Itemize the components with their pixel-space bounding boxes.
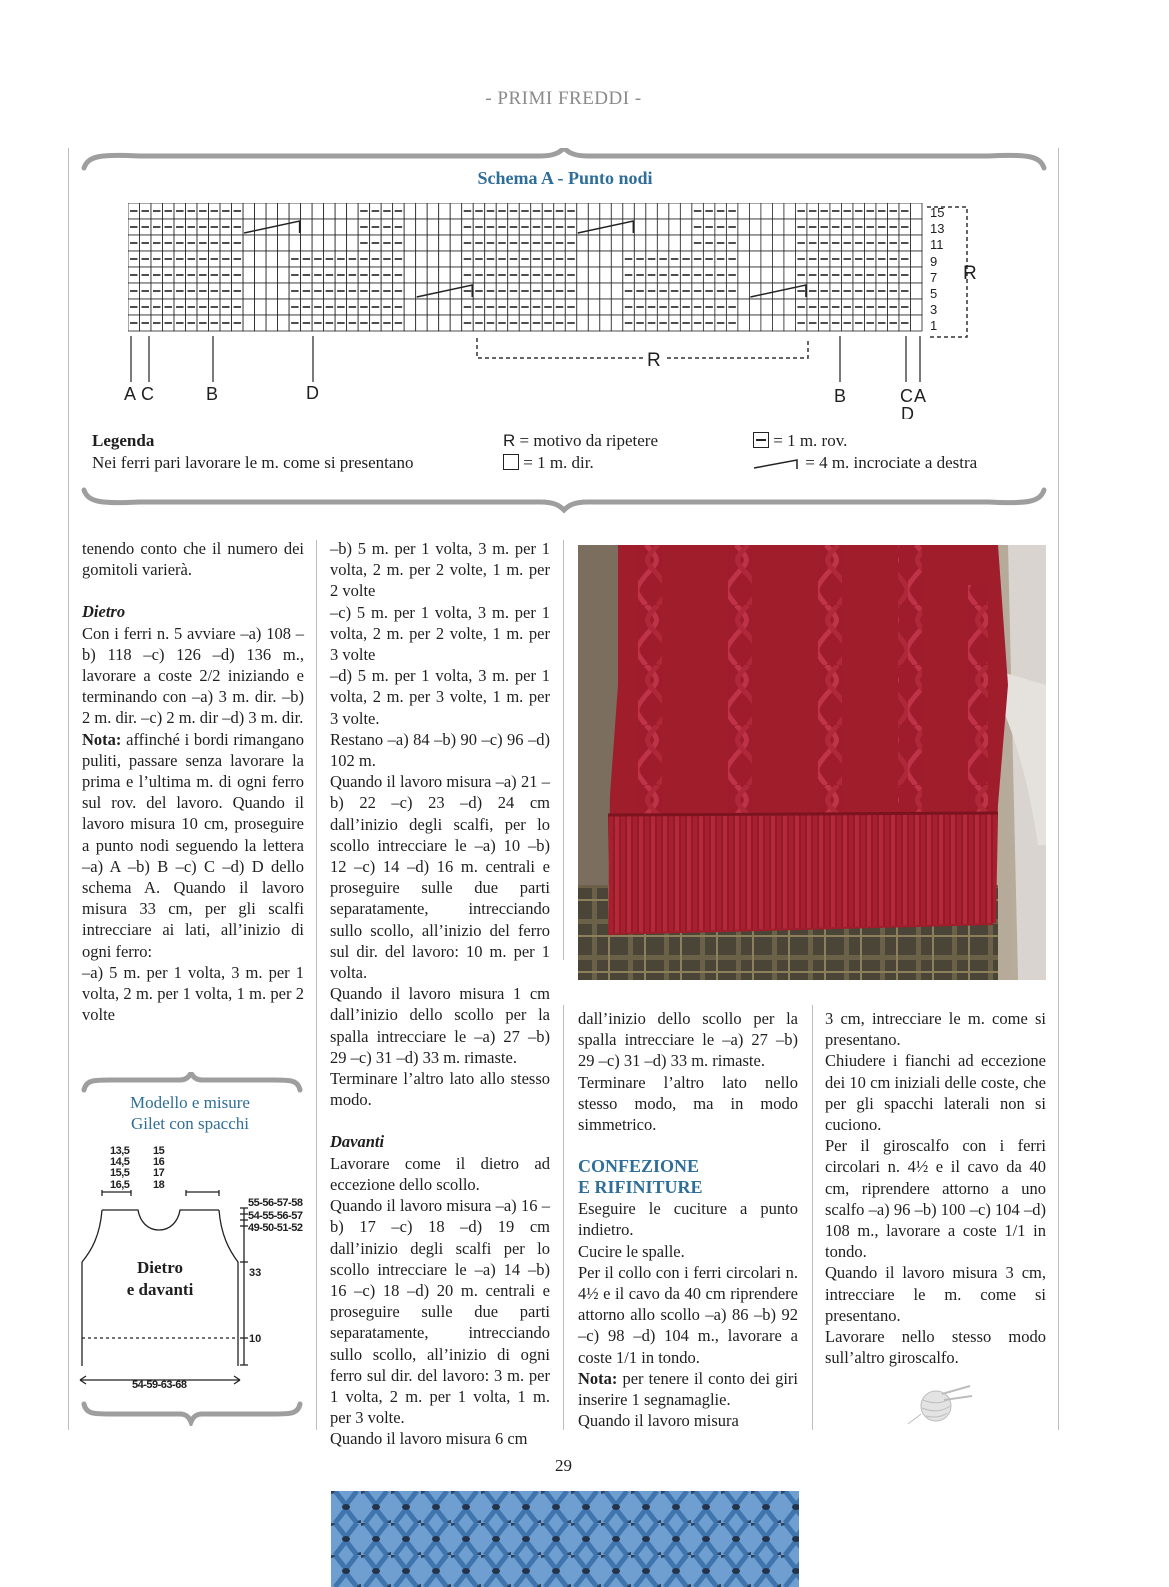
chart-cell xyxy=(312,235,324,251)
chart-cell xyxy=(738,299,750,315)
chart-cell xyxy=(588,283,600,299)
text-column-1 xyxy=(82,538,304,1025)
chart-cell xyxy=(278,251,290,267)
chart-cell xyxy=(657,235,669,251)
paragraph: Eseguire le cuciture a punto indietro. xyxy=(578,1199,798,1240)
paragraph: dall’inizio dello scollo per la spalla intrecciare le –a) 27 –b) 29 –c) 31 –d) 33 m. rimaste. xyxy=(578,1009,798,1071)
paragraph: Quando il lavoro misura 3 cm, intrecciare le m. come si presentano. xyxy=(825,1263,1046,1325)
chart-cell xyxy=(623,203,635,219)
chart-cell xyxy=(243,203,255,219)
chart-cell xyxy=(680,235,692,251)
chart-cell xyxy=(749,219,761,235)
measure-width: 54-59-63-68 xyxy=(132,1379,187,1391)
chart-cell xyxy=(243,235,255,251)
nota-text: per tenere il conto dei giri inserire 1 segnamaglie. xyxy=(578,1368,798,1410)
chart-cell xyxy=(266,315,278,331)
chart-cell xyxy=(404,299,416,315)
chart-cell xyxy=(772,219,784,235)
chart-cell xyxy=(450,219,462,235)
paragraph: Terminare l’altro lato nello stesso modo, ma in modo simmetrico. xyxy=(578,1072,798,1135)
paragraph: Terminare l’altro lato allo stesso modo. xyxy=(330,1069,550,1110)
marker-label-b-left: B xyxy=(206,384,219,404)
chart-cell xyxy=(404,315,416,331)
chart-cell xyxy=(266,299,278,315)
chart-cell xyxy=(266,235,278,251)
chart-cell xyxy=(439,219,451,235)
chart-cell xyxy=(427,283,439,299)
chart-cell xyxy=(772,315,784,331)
cable-cross-icon xyxy=(753,454,801,470)
chart-cell xyxy=(634,219,646,235)
chart-cell xyxy=(588,235,600,251)
chart-cell xyxy=(646,203,658,219)
chart-cell xyxy=(255,203,267,219)
chart-cell xyxy=(588,203,600,219)
chart-cell xyxy=(289,235,301,251)
paragraph: Quando il lavoro misura 1 cm dall’inizio dello scollo per la spalla intrecciare le –a) 27 –b) 29 –c) 31 –d) 33 m. rimaste. xyxy=(330,984,550,1067)
chart-cell xyxy=(577,267,589,283)
nota-paragraph xyxy=(578,1368,798,1410)
chart-cell xyxy=(404,267,416,283)
chart-cell xyxy=(450,315,462,331)
chart-cell xyxy=(657,203,669,219)
chart-cell xyxy=(347,235,359,251)
frame-line-right xyxy=(1058,148,1059,1430)
chart-cell xyxy=(427,299,439,315)
chart-cell xyxy=(611,203,623,219)
chart-cell xyxy=(738,315,750,331)
paragraph: Quando il lavoro misura xyxy=(578,1411,739,1431)
chart-cell xyxy=(416,251,428,267)
frame-line-left xyxy=(68,148,69,1430)
chart-cell xyxy=(784,219,796,235)
page-number: 29 xyxy=(555,1456,572,1475)
chart-cell xyxy=(634,235,646,251)
chart-cell xyxy=(738,283,750,299)
chart-cell xyxy=(761,251,773,267)
chart-cell xyxy=(761,315,773,331)
chart-cell xyxy=(910,203,922,219)
marker-label-d-left: D xyxy=(306,383,319,403)
chart-cell xyxy=(255,283,267,299)
legend-heading: Legenda xyxy=(92,431,155,450)
chart-cell xyxy=(427,219,439,235)
chart-cell xyxy=(600,203,612,219)
chart-cell xyxy=(243,267,255,283)
chart-cell xyxy=(312,203,324,219)
chart-cell xyxy=(266,251,278,267)
chart-cell xyxy=(301,235,313,251)
column-divider-1 xyxy=(316,540,317,1430)
chart-cell xyxy=(439,251,451,267)
column-divider-4 xyxy=(812,1005,813,1430)
chart-cell xyxy=(243,251,255,267)
chart-cell xyxy=(439,315,451,331)
repeat-label-horizontal: R xyxy=(643,350,665,372)
chart-cell xyxy=(278,219,290,235)
chart-cell xyxy=(278,315,290,331)
chart-cell xyxy=(588,219,600,235)
column-divider-2 xyxy=(563,540,564,960)
chart-cell xyxy=(680,219,692,235)
chart-cell xyxy=(600,251,612,267)
sweater-photo xyxy=(578,545,1046,980)
paragraph: Restano –a) 84 –b) 90 –c) 96 –d) 102 m. xyxy=(330,729,550,771)
chart-cell xyxy=(404,235,416,251)
chart-cell xyxy=(450,299,462,315)
chart-cell xyxy=(611,299,623,315)
chart-cell xyxy=(611,283,623,299)
legend-cross xyxy=(753,452,977,474)
model-box-title-line1: Modello e misure xyxy=(130,1093,250,1112)
chart-cell xyxy=(784,299,796,315)
chart-cell xyxy=(623,235,635,251)
chart-cell xyxy=(749,203,761,219)
paragraph: Per il collo con i ferri circolari n. 4½ e il cavo da 40 cm riprendere attorno allo scollo –a) 86 –b) 92 –c) 98 –d) 104 m., lavorare a coste 1/1 in tondo. xyxy=(578,1262,798,1367)
model-box-bottom-bracket xyxy=(80,1400,304,1426)
paragraph: Quando il lavoro misura 6 cm xyxy=(330,1429,528,1449)
chart-cell xyxy=(680,203,692,219)
chart-cell xyxy=(347,219,359,235)
chart-cell xyxy=(588,299,600,315)
section-heading-confezione: CONFEZIONE E RIFINITURE xyxy=(578,1156,703,1198)
chart-cell xyxy=(416,219,428,235)
chart-box-bottom-bracket xyxy=(80,486,1048,514)
legend-cross-text: = 4 m. incrociate a destra xyxy=(805,453,978,472)
chart-cell xyxy=(772,203,784,219)
chart-cell xyxy=(439,267,451,283)
measure-shoulder-a: 13,5 14,5 15,5 16,5 xyxy=(110,1145,130,1191)
chart-cell xyxy=(266,267,278,283)
chart-cell xyxy=(784,235,796,251)
chart-cell xyxy=(738,267,750,283)
chart-cell xyxy=(910,299,922,315)
chart-cell xyxy=(289,203,301,219)
repeat-label-vertical: R xyxy=(963,263,977,284)
chart-cell xyxy=(910,235,922,251)
chart-cell xyxy=(427,267,439,283)
chart-cell xyxy=(450,235,462,251)
chart-cell xyxy=(278,267,290,283)
paragraph: –c) 5 m. per 1 volta, 3 m. per 1 volta, 2 m. per 2 volte, 1 m. per 3 volte xyxy=(330,602,550,665)
chart-cell xyxy=(255,267,267,283)
chart-cell xyxy=(669,203,681,219)
chart-cell xyxy=(255,315,267,331)
intro-paragraph: tenendo conto che il numero dei gomitoli varierà. xyxy=(82,539,304,580)
row-number: 11 xyxy=(930,237,944,253)
chart-cell xyxy=(450,283,462,299)
chart-cell xyxy=(600,299,612,315)
marker-label-b-right: B xyxy=(834,386,847,406)
chart-cell xyxy=(439,299,451,315)
chart-cell xyxy=(301,203,313,219)
chart-marker-lines xyxy=(125,336,945,386)
chart-cell xyxy=(600,283,612,299)
chart-cell xyxy=(910,315,922,331)
chart-cell xyxy=(450,267,462,283)
chart-cell xyxy=(611,235,623,251)
knit-stitch-icon xyxy=(503,454,519,470)
paragraph: 3 cm, intrecciare le m. come si presentano. xyxy=(825,1009,1046,1050)
chart-cell xyxy=(255,299,267,315)
chart-cell xyxy=(749,235,761,251)
chart-cell xyxy=(611,251,623,267)
chart-cell xyxy=(335,235,347,251)
chart-cell xyxy=(416,235,428,251)
blue-knit-photo xyxy=(331,1491,799,1587)
chart-cell xyxy=(669,219,681,235)
chart-cell xyxy=(255,251,267,267)
chart-cell xyxy=(761,283,773,299)
chart-cell xyxy=(427,235,439,251)
section-heading-davanti: Davanti xyxy=(330,1132,385,1152)
marker-label-c-left: C xyxy=(141,384,154,404)
chart-cell xyxy=(738,235,750,251)
chart-cell xyxy=(577,315,589,331)
measure-right-stack: 55-56-57-58 54-55-56-57 49-50-51-52 xyxy=(248,1197,303,1234)
legend-purl xyxy=(753,430,847,452)
chart-cell xyxy=(761,267,773,283)
chart-cell xyxy=(646,219,658,235)
paragraph: –d) 5 m. per 1 volta, 3 m. per 1 volta, 2 m. per 3 volte, 1 m. per 3 volte. xyxy=(330,666,550,728)
chart-cell xyxy=(243,315,255,331)
chart-cell xyxy=(738,251,750,267)
chart-cell xyxy=(634,203,646,219)
chart-cell xyxy=(761,299,773,315)
chart-cell xyxy=(761,235,773,251)
chart-cell xyxy=(761,203,773,219)
row-number: 15 xyxy=(930,205,945,220)
chart-cell xyxy=(312,219,324,235)
paragraph: Quando il lavoro misura –a) 21 –b) 22 –c) 23 –d) 24 cm dall’inizio degli scalfi, per lo scollo intrecciare le –a) 10 –b) 12 –c) 14 –d) 16 m. centrali e proseguire sulle due parti separatamente, intrecciando sullo scollo, all’inizio del ferro sul dir. del lavoro: 10 m. per 1 volta. xyxy=(330,772,550,983)
chart-cell xyxy=(416,299,428,315)
chart-cell xyxy=(600,267,612,283)
chart-cell xyxy=(243,283,255,299)
measure-33: 33 xyxy=(249,1267,262,1279)
chart-cell xyxy=(588,251,600,267)
chart-cell xyxy=(784,267,796,283)
chart-cell xyxy=(450,203,462,219)
chart-cell xyxy=(266,203,278,219)
chart-cell xyxy=(749,267,761,283)
chart-cell xyxy=(278,235,290,251)
chart-cell xyxy=(278,283,290,299)
chart-cell xyxy=(738,203,750,219)
yarn-ball-icon xyxy=(908,1384,974,1426)
chart-cell xyxy=(439,203,451,219)
chart-cell xyxy=(669,235,681,251)
chart-cell xyxy=(784,203,796,219)
chart-title: Schema A - Punto nodi xyxy=(477,168,653,188)
paragraph: –b) 5 m. per 1 volta, 3 m. per 1 volta, 2 m. per 2 volte, 1 m. per 2 volte xyxy=(330,539,550,601)
chart-cell xyxy=(278,203,290,219)
chart-cell xyxy=(404,283,416,299)
paragraph: Lavorare nello stesso modo sull’altro giroscalfo. xyxy=(825,1327,1046,1368)
chart-cell xyxy=(784,315,796,331)
model-box-title xyxy=(90,1092,290,1134)
chart-cell xyxy=(749,315,761,331)
schematic-label: Dietro e davanti xyxy=(126,1258,194,1299)
legend-knit xyxy=(503,452,594,474)
chart-cell xyxy=(324,235,336,251)
chart-cell xyxy=(784,251,796,267)
chart-cell xyxy=(266,283,278,299)
chart-cell xyxy=(772,251,784,267)
row-number: 5 xyxy=(930,286,938,302)
marker-label-c-right: C xyxy=(900,386,913,406)
chart-cell xyxy=(301,219,313,235)
chart-cell xyxy=(749,299,761,315)
chart-cell xyxy=(335,203,347,219)
chart-cell xyxy=(278,299,290,315)
chart-cell xyxy=(404,251,416,267)
nota-label: Nota: xyxy=(578,1368,618,1388)
chart-cell xyxy=(657,219,669,235)
purl-stitch-icon xyxy=(753,432,769,448)
chart-cell xyxy=(427,251,439,267)
model-box-title-line2: Gilet con spacchi xyxy=(130,1114,249,1133)
legend-repeat xyxy=(503,430,658,452)
legend-note: Nei ferri pari lavorare le m. come si presentano xyxy=(92,453,414,472)
chart-cell xyxy=(910,267,922,283)
model-box-top-bracket xyxy=(80,1072,304,1094)
legend-purl-text: = 1 m. rov. xyxy=(773,431,848,450)
chart-cell xyxy=(439,235,451,251)
nota-text: affinché i bordi rimangano puliti, passare senza lavorare la prima e l’ultima m. di ogni ferro sul rov. del lavoro. Quando il lavoro misura 10 cm, proseguire a punto nodi seguendo la lettera –a) A –b) B –c) C –d) D dello schema A. Quando il lavoro misura 33 cm, per gli scalfi intrecciare ai lati, all’inizio di ogni ferro: xyxy=(82,729,304,961)
marker-label-d-right: D xyxy=(901,404,914,419)
chart-cell xyxy=(577,283,589,299)
row-number: 7 xyxy=(930,269,938,285)
nota-label: Nota: xyxy=(82,729,122,749)
measure-neck-b: 15 16 17 18 xyxy=(153,1145,165,1191)
legend-knit-text: = 1 m. dir. xyxy=(523,453,594,472)
chart-cell xyxy=(324,219,336,235)
chart-cell xyxy=(611,315,623,331)
chart-cell xyxy=(910,251,922,267)
chart-cell xyxy=(772,235,784,251)
chart-cell xyxy=(784,283,796,299)
dietro-paragraph: Con i ferri n. 5 avviare –a) 108 –b) 118 –c) 126 –d) 136 m., lavorare a coste 2/2 iniziando e terminando con –a) 3 m. dir. –b) 2 m. dir. –c) 2 m. dir –d) 3 m. dir. xyxy=(82,623,304,728)
row-number: 3 xyxy=(930,302,938,318)
nota-paragraph xyxy=(82,729,304,962)
column-divider-3 xyxy=(563,1005,564,1430)
chart-cell xyxy=(761,219,773,235)
legend-repeat-text: = motivo da ripetere xyxy=(519,431,658,450)
legend-repeat-symbol: R xyxy=(503,431,516,450)
chart-cell xyxy=(646,235,658,251)
paragraph: Quando il lavoro misura –a) 16 –b) 17 –c) 18 –d) 19 cm dall’inizio degli scalfi per lo scollo intrecciare le –a) 14 –b) 16 –c) 18 –d) 20 m. centrali e proseguire sulle due parti separatamente, intrecciando sullo scollo, all’inizio di ogni ferro sul dir. del lavoro: 3 m. per 1 volta, 2 m. per 1 volta, 1 m. per 3 volte. xyxy=(330,1196,550,1428)
chart-cell xyxy=(772,299,784,315)
chart-cell xyxy=(416,315,428,331)
chart-cell xyxy=(910,219,922,235)
chart-cell xyxy=(243,299,255,315)
marker-label-a-right: A xyxy=(914,386,927,406)
chart-cell xyxy=(450,251,462,267)
row-number: 1 xyxy=(930,318,938,334)
dietro-paragraph-2: –a) 5 m. per 1 volta, 3 m. per 1 volta, 2 m. per 1 volta, 1 m. per 2 volte xyxy=(82,962,304,1025)
measure-10: 10 xyxy=(249,1333,262,1345)
chart-cell xyxy=(588,315,600,331)
marker-label-a-left: A xyxy=(124,384,137,404)
running-head: - PRIMI FREDDI - xyxy=(485,88,642,109)
text-column-2 xyxy=(330,538,550,1450)
row-number: 9 xyxy=(930,253,938,269)
chart-cell xyxy=(404,219,416,235)
chart-cell xyxy=(749,251,761,267)
chart-cell xyxy=(600,235,612,251)
chart-cell xyxy=(427,315,439,331)
chart-cell xyxy=(324,203,336,219)
paragraph: Chiudere i fianchi ad eccezione dei 10 cm iniziali delle coste, che per gli spacchi laterali non si cuciono. xyxy=(825,1051,1046,1135)
chart-cell xyxy=(255,219,267,235)
chart-cell xyxy=(335,219,347,235)
chart-cell xyxy=(577,299,589,315)
chart-cell xyxy=(255,235,267,251)
chart-cell xyxy=(588,267,600,283)
chart-cell xyxy=(577,203,589,219)
chart-cell xyxy=(416,203,428,219)
chart-cell xyxy=(611,219,623,235)
knitting-chart xyxy=(128,203,928,338)
paragraph: Per il giroscalfo con i ferri circolari n. 4½ e il cavo da 40 cm, riprendere attorno a uno scalfo –a) 96 –b) 100 –c) 104 –d) 108 m., lavorare a coste 1/1 in tondo. xyxy=(825,1136,1046,1262)
chart-cell xyxy=(611,267,623,283)
chart-cell xyxy=(910,283,922,299)
chart-cell xyxy=(738,219,750,235)
paragraph: Cucire le spalle. xyxy=(578,1241,685,1261)
paragraph: Lavorare come il dietro ad eccezione dello scollo. xyxy=(330,1153,550,1194)
chart-cell xyxy=(772,267,784,283)
text-column-3 xyxy=(578,1008,798,1431)
chart-cell xyxy=(427,203,439,219)
row-number: 13 xyxy=(930,221,945,237)
chart-cell xyxy=(404,203,416,219)
chart-cell xyxy=(416,267,428,283)
chart-cell xyxy=(577,251,589,267)
text-column-4 xyxy=(825,1008,1046,1368)
section-heading-dietro: Dietro xyxy=(82,602,126,622)
chart-cell xyxy=(600,315,612,331)
chart-cell xyxy=(577,235,589,251)
chart-cell xyxy=(347,203,359,219)
